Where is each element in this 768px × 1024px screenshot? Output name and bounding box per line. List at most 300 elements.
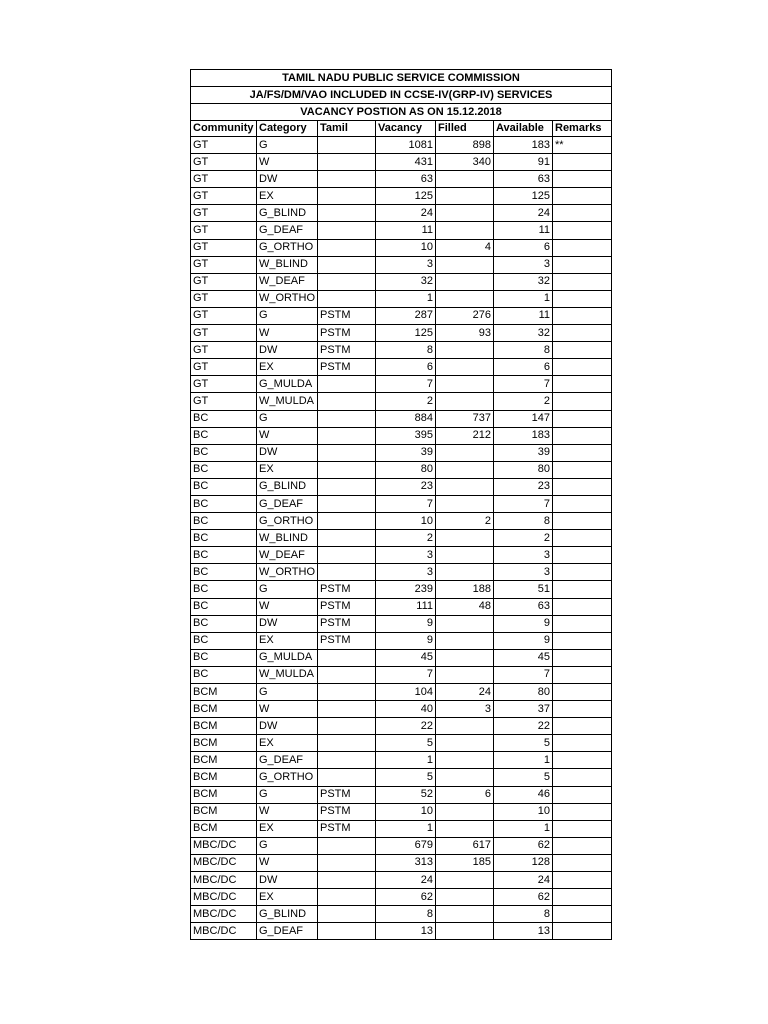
table-row [191, 923, 612, 940]
table-row [191, 872, 612, 889]
cell-tamil [318, 188, 376, 205]
cell-category: W_DEAF [257, 273, 318, 290]
cell-vacancy: 24 [376, 205, 436, 222]
table-row [191, 495, 612, 512]
cell-tamil [318, 154, 376, 171]
cell-community: BC [191, 461, 257, 478]
cell-available: 5 [494, 769, 553, 786]
cell-vacancy: 9 [376, 615, 436, 632]
cell-community: BC [191, 495, 257, 512]
cell-category: EX [257, 359, 318, 376]
cell-vacancy: 5 [376, 735, 436, 752]
cell-available: 6 [494, 239, 553, 256]
cell-remarks [553, 342, 612, 359]
cell-remarks [553, 530, 612, 547]
cell-remarks [553, 923, 612, 940]
cell-tamil: PSTM [318, 820, 376, 837]
cell-remarks [553, 359, 612, 376]
cell-community: BC [191, 444, 257, 461]
cell-category: W [257, 803, 318, 820]
cell-vacancy: 23 [376, 478, 436, 495]
cell-community: BC [191, 632, 257, 649]
cell-community: MBC/DC [191, 889, 257, 906]
cell-available: 62 [494, 837, 553, 854]
cell-filled [436, 461, 494, 478]
cell-remarks [553, 256, 612, 273]
table-row [191, 598, 612, 615]
cell-tamil [318, 837, 376, 854]
cell-category: G [257, 137, 318, 154]
cell-filled [436, 666, 494, 683]
cell-tamil [318, 752, 376, 769]
cell-category: EX [257, 735, 318, 752]
cell-filled [436, 649, 494, 666]
cell-filled: 617 [436, 837, 494, 854]
cell-filled [436, 342, 494, 359]
cell-vacancy: 5 [376, 769, 436, 786]
cell-remarks [553, 273, 612, 290]
cell-vacancy: 7 [376, 495, 436, 512]
cell-remarks [553, 188, 612, 205]
cell-vacancy: 63 [376, 171, 436, 188]
cell-community: BC [191, 598, 257, 615]
cell-available: 37 [494, 701, 553, 718]
cell-vacancy: 32 [376, 273, 436, 290]
cell-remarks [553, 889, 612, 906]
cell-tamil [318, 256, 376, 273]
table-row [191, 478, 612, 495]
cell-community: BCM [191, 752, 257, 769]
cell-category: DW [257, 615, 318, 632]
cell-remarks [553, 820, 612, 837]
cell-filled [436, 205, 494, 222]
cell-category: W [257, 154, 318, 171]
cell-remarks [553, 410, 612, 427]
table-row [191, 769, 612, 786]
cell-filled [436, 615, 494, 632]
cell-remarks [553, 478, 612, 495]
cell-tamil: PSTM [318, 307, 376, 324]
table-row [191, 273, 612, 290]
cell-community: GT [191, 342, 257, 359]
column-header-tamil: Tamil [318, 121, 376, 137]
cell-filled [436, 290, 494, 307]
commission-title: TAMIL NADU PUBLIC SERVICE COMMISSION [191, 70, 612, 87]
cell-remarks [553, 872, 612, 889]
cell-available: 183 [494, 137, 553, 154]
cell-available: 125 [494, 188, 553, 205]
cell-tamil [318, 701, 376, 718]
cell-tamil [318, 872, 376, 889]
cell-remarks [553, 564, 612, 581]
cell-category: G_ORTHO [257, 513, 318, 530]
cell-available: 3 [494, 256, 553, 273]
cell-vacancy: 3 [376, 564, 436, 581]
cell-vacancy: 22 [376, 718, 436, 735]
table-row [191, 752, 612, 769]
table-row [191, 342, 612, 359]
column-header-category: Category [257, 121, 318, 137]
table-row [191, 581, 612, 598]
cell-available: 3 [494, 564, 553, 581]
cell-tamil [318, 735, 376, 752]
cell-tamil [318, 444, 376, 461]
cell-remarks [553, 649, 612, 666]
cell-remarks [553, 684, 612, 701]
cell-available: 3 [494, 547, 553, 564]
cell-community: BCM [191, 718, 257, 735]
cell-category: G [257, 786, 318, 803]
cell-tamil [318, 906, 376, 923]
cell-vacancy: 24 [376, 872, 436, 889]
cell-category: G [257, 410, 318, 427]
cell-remarks [553, 513, 612, 530]
cell-community: GT [191, 188, 257, 205]
cell-tamil [318, 530, 376, 547]
cell-filled: 340 [436, 154, 494, 171]
column-header-community: Community [191, 121, 257, 137]
cell-community: BC [191, 564, 257, 581]
cell-remarks [553, 803, 612, 820]
cell-community: GT [191, 273, 257, 290]
cell-vacancy: 1 [376, 752, 436, 769]
cell-filled: 898 [436, 137, 494, 154]
cell-tamil [318, 290, 376, 307]
cell-tamil [318, 427, 376, 444]
cell-available: 2 [494, 393, 553, 410]
cell-community: GT [191, 290, 257, 307]
cell-tamil [318, 547, 376, 564]
cell-tamil [318, 769, 376, 786]
cell-community: GT [191, 325, 257, 342]
cell-category: W [257, 854, 318, 871]
cell-remarks [553, 325, 612, 342]
cell-community: MBC/DC [191, 906, 257, 923]
cell-community: MBC/DC [191, 872, 257, 889]
cell-category: DW [257, 444, 318, 461]
column-header-row [191, 121, 612, 137]
cell-vacancy: 10 [376, 513, 436, 530]
cell-category: W_ORTHO [257, 564, 318, 581]
cell-category: W [257, 325, 318, 342]
cell-filled [436, 444, 494, 461]
cell-community: BC [191, 547, 257, 564]
cell-community: BCM [191, 735, 257, 752]
table-row [191, 718, 612, 735]
cell-category: G_DEAF [257, 923, 318, 940]
cell-available: 45 [494, 649, 553, 666]
cell-available: 7 [494, 376, 553, 393]
cell-community: GT [191, 393, 257, 410]
cell-vacancy: 6 [376, 359, 436, 376]
column-header-filled: Filled [436, 121, 494, 137]
cell-community: BC [191, 427, 257, 444]
cell-category: DW [257, 718, 318, 735]
cell-remarks [553, 701, 612, 718]
cell-community: GT [191, 359, 257, 376]
cell-vacancy: 679 [376, 837, 436, 854]
table-row [191, 632, 612, 649]
cell-vacancy: 3 [376, 256, 436, 273]
cell-available: 128 [494, 854, 553, 871]
cell-filled [436, 803, 494, 820]
cell-category: W_MULDA [257, 393, 318, 410]
cell-remarks [553, 290, 612, 307]
cell-category: DW [257, 872, 318, 889]
cell-tamil: PSTM [318, 581, 376, 598]
cell-community: GT [191, 222, 257, 239]
cell-community: GT [191, 307, 257, 324]
cell-available: 8 [494, 513, 553, 530]
cell-remarks [553, 239, 612, 256]
cell-community: BCM [191, 701, 257, 718]
cell-community: BCM [191, 820, 257, 837]
cell-category: G [257, 837, 318, 854]
cell-remarks [553, 393, 612, 410]
cell-tamil: PSTM [318, 598, 376, 615]
table-row [191, 889, 612, 906]
cell-filled: 212 [436, 427, 494, 444]
cell-category: G_BLIND [257, 478, 318, 495]
cell-community: BC [191, 513, 257, 530]
cell-category: W_ORTHO [257, 290, 318, 307]
cell-category: G_DEAF [257, 752, 318, 769]
cell-remarks [553, 461, 612, 478]
cell-tamil [318, 273, 376, 290]
cell-available: 63 [494, 171, 553, 188]
cell-available: 62 [494, 889, 553, 906]
cell-category: W [257, 701, 318, 718]
table-row [191, 137, 612, 154]
cell-vacancy: 125 [376, 188, 436, 205]
cell-filled [436, 393, 494, 410]
cell-vacancy: 8 [376, 906, 436, 923]
cell-vacancy: 125 [376, 325, 436, 342]
table-row [191, 786, 612, 803]
cell-category: W_MULDA [257, 666, 318, 683]
table-row [191, 307, 612, 324]
cell-remarks [553, 307, 612, 324]
cell-category: DW [257, 171, 318, 188]
cell-vacancy: 313 [376, 854, 436, 871]
cell-vacancy: 11 [376, 222, 436, 239]
cell-filled [436, 530, 494, 547]
cell-vacancy: 111 [376, 598, 436, 615]
cell-community: GT [191, 205, 257, 222]
cell-tamil [318, 495, 376, 512]
vacancy-date-title: VACANCY POSTION AS ON 15.12.2018 [191, 104, 612, 121]
cell-vacancy: 239 [376, 581, 436, 598]
cell-tamil [318, 718, 376, 735]
column-header-vacancy: Vacancy [376, 121, 436, 137]
cell-filled [436, 171, 494, 188]
cell-category: G_BLIND [257, 906, 318, 923]
cell-available: 32 [494, 325, 553, 342]
cell-community: BCM [191, 803, 257, 820]
cell-tamil [318, 461, 376, 478]
cell-filled: 48 [436, 598, 494, 615]
table-row [191, 256, 612, 273]
column-header-remarks: Remarks [553, 121, 612, 137]
cell-filled: 93 [436, 325, 494, 342]
cell-filled [436, 632, 494, 649]
cell-category: W_BLIND [257, 530, 318, 547]
cell-community: MBC/DC [191, 854, 257, 871]
cell-available: 39 [494, 444, 553, 461]
cell-filled: 185 [436, 854, 494, 871]
cell-filled [436, 222, 494, 239]
cell-remarks [553, 205, 612, 222]
cell-available: 1 [494, 290, 553, 307]
cell-category: DW [257, 342, 318, 359]
cell-available: 10 [494, 803, 553, 820]
cell-category: G_MULDA [257, 649, 318, 666]
cell-community: MBC/DC [191, 837, 257, 854]
cell-available: 8 [494, 342, 553, 359]
cell-vacancy: 287 [376, 307, 436, 324]
cell-remarks [553, 632, 612, 649]
cell-tamil [318, 393, 376, 410]
table-row [191, 427, 612, 444]
table-row [191, 803, 612, 820]
table-row [191, 684, 612, 701]
cell-vacancy: 395 [376, 427, 436, 444]
cell-category: EX [257, 188, 318, 205]
cell-remarks [553, 906, 612, 923]
cell-vacancy: 62 [376, 889, 436, 906]
cell-community: BC [191, 666, 257, 683]
cell-vacancy: 10 [376, 239, 436, 256]
cell-vacancy: 7 [376, 666, 436, 683]
table-row [191, 205, 612, 222]
cell-filled [436, 872, 494, 889]
cell-vacancy: 40 [376, 701, 436, 718]
cell-tamil [318, 222, 376, 239]
cell-filled [436, 923, 494, 940]
cell-filled: 188 [436, 581, 494, 598]
cell-remarks [553, 837, 612, 854]
table-row [191, 615, 612, 632]
cell-available: 24 [494, 872, 553, 889]
cell-filled: 6 [436, 786, 494, 803]
cell-vacancy: 3 [376, 547, 436, 564]
cell-remarks [553, 444, 612, 461]
cell-community: GT [191, 137, 257, 154]
cell-filled [436, 564, 494, 581]
cell-vacancy: 8 [376, 342, 436, 359]
cell-available: 5 [494, 735, 553, 752]
cell-tamil [318, 410, 376, 427]
cell-remarks [553, 376, 612, 393]
cell-community: GT [191, 154, 257, 171]
cell-remarks [553, 718, 612, 735]
cell-remarks: ** [553, 137, 612, 154]
cell-community: GT [191, 239, 257, 256]
cell-vacancy: 45 [376, 649, 436, 666]
cell-available: 80 [494, 684, 553, 701]
table-row [191, 701, 612, 718]
cell-filled: 24 [436, 684, 494, 701]
cell-community: BCM [191, 786, 257, 803]
cell-community: MBC/DC [191, 923, 257, 940]
cell-filled [436, 256, 494, 273]
cell-vacancy: 104 [376, 684, 436, 701]
cell-vacancy: 39 [376, 444, 436, 461]
cell-category: G_DEAF [257, 222, 318, 239]
cell-community: BC [191, 478, 257, 495]
cell-tamil [318, 513, 376, 530]
cell-remarks [553, 786, 612, 803]
cell-available: 6 [494, 359, 553, 376]
vacancy-table [190, 69, 612, 940]
cell-community: BCM [191, 684, 257, 701]
cell-remarks [553, 154, 612, 171]
table-row [191, 735, 612, 752]
cell-available: 11 [494, 307, 553, 324]
cell-community: BC [191, 410, 257, 427]
table-row [191, 393, 612, 410]
cell-filled [436, 906, 494, 923]
cell-filled [436, 718, 494, 735]
cell-tamil: PSTM [318, 325, 376, 342]
cell-available: 9 [494, 632, 553, 649]
cell-available: 46 [494, 786, 553, 803]
table-row [191, 564, 612, 581]
cell-available: 8 [494, 906, 553, 923]
table-row [191, 649, 612, 666]
cell-available: 51 [494, 581, 553, 598]
cell-filled [436, 495, 494, 512]
cell-filled [436, 273, 494, 290]
cell-remarks [553, 854, 612, 871]
cell-tamil: PSTM [318, 342, 376, 359]
cell-filled [436, 769, 494, 786]
cell-tamil [318, 478, 376, 495]
table-row [191, 410, 612, 427]
cell-filled [436, 376, 494, 393]
cell-category: EX [257, 632, 318, 649]
cell-community: BCM [191, 769, 257, 786]
cell-vacancy: 52 [376, 786, 436, 803]
cell-filled [436, 752, 494, 769]
cell-available: 24 [494, 205, 553, 222]
cell-available: 9 [494, 615, 553, 632]
cell-tamil [318, 684, 376, 701]
cell-tamil [318, 564, 376, 581]
cell-vacancy: 13 [376, 923, 436, 940]
cell-available: 1 [494, 752, 553, 769]
table-row [191, 359, 612, 376]
cell-remarks [553, 547, 612, 564]
table-row [191, 290, 612, 307]
cell-tamil: PSTM [318, 786, 376, 803]
cell-remarks [553, 666, 612, 683]
cell-category: W_DEAF [257, 547, 318, 564]
cell-available: 2 [494, 530, 553, 547]
cell-tamil [318, 889, 376, 906]
cell-category: W [257, 427, 318, 444]
cell-category: EX [257, 461, 318, 478]
cell-available: 147 [494, 410, 553, 427]
table-row [191, 222, 612, 239]
cell-remarks [553, 222, 612, 239]
cell-filled [436, 889, 494, 906]
cell-community: BC [191, 530, 257, 547]
cell-filled [436, 547, 494, 564]
cell-filled [436, 820, 494, 837]
cell-vacancy: 9 [376, 632, 436, 649]
cell-community: BC [191, 649, 257, 666]
